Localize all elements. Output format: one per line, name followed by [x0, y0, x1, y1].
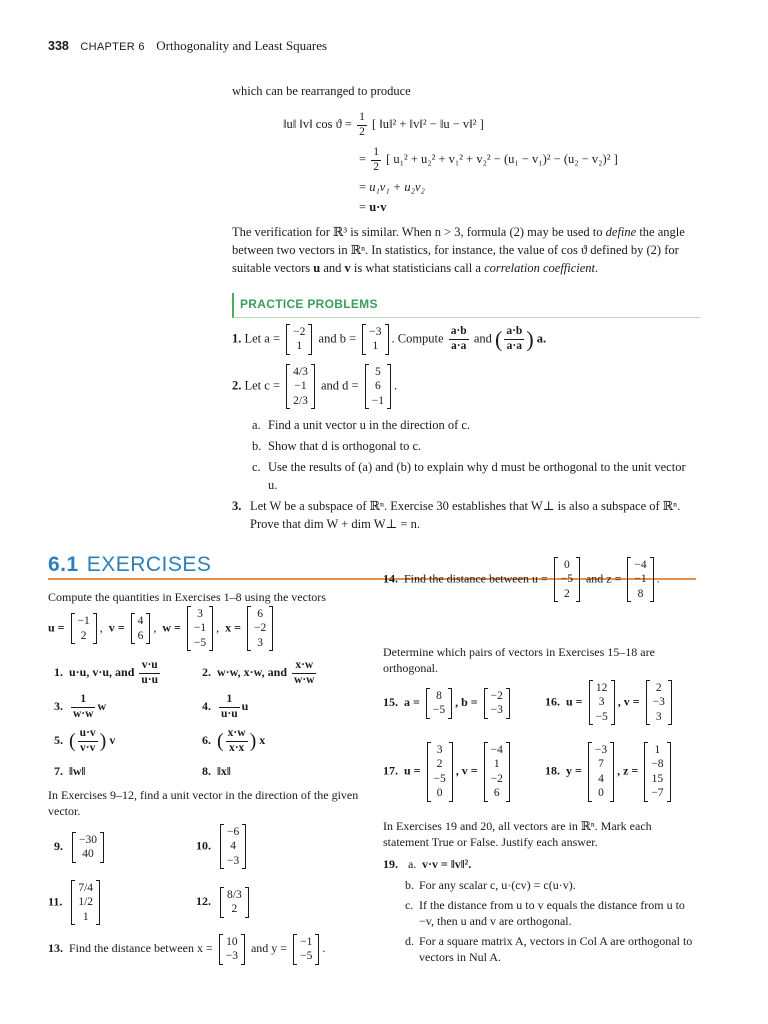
exercise-1: 1. u·u, v·u, and $\frac{v\cdot u}{u\cdot u}$	[54, 659, 159, 686]
exercise-14: 14. Find the distance between u = 0 −5 2 and z = −4 −1 8 .	[383, 557, 660, 602]
exercise-9: 9. −30 40	[54, 832, 107, 863]
vector-c: 4/3 −1 2/3	[286, 364, 315, 409]
instructions-1-8: Compute the quantities in Exercises 1–8 using the vectors	[48, 590, 326, 604]
vector-b: −3 1	[362, 324, 388, 355]
exercise-8: 8. ‖x‖	[202, 764, 231, 778]
intro-line: which can be rearranged to produce	[232, 84, 411, 98]
page-number: 338	[48, 39, 69, 53]
page-header	[48, 38, 327, 54]
practice-problem-2: 2. Let c = 4/3 −1 2/3 and d = 5 6 −1 .	[232, 364, 397, 409]
exercise-4: 4. $\frac{1}{u\cdot u}$ u	[202, 693, 249, 720]
instructions-15-18: Determine which pairs of vectors in Exercises 15–18 are orthogonal.	[383, 645, 655, 675]
derivation-rhs-2: [ u₁² + u₂² + v₁² + v₂² − (u₁ − v₁)² − (u₂ − v₂)² ]	[386, 151, 618, 166]
fraction-ab-aa-2: $\frac{a\cdot b}{a\cdot a}$	[506, 325, 523, 352]
instructions-19-20: In Exercises 19 and 20, all vectors are in ℝⁿ. Mark each statement True or False. Justify each answer.	[383, 819, 652, 849]
vector-a: −2 1	[286, 324, 312, 355]
chapter-title: Orthogonality and Least Squares	[156, 38, 328, 53]
exercise-13: 13. Find the distance between x = 10 −3 and y = −1 −5 .	[48, 934, 325, 965]
exercise-19a: 19. a. v·v = ‖v‖².	[383, 857, 472, 871]
vector-d: 5 6 −1	[365, 364, 391, 409]
derivation-lhs: ‖u‖ ‖v‖ cos ϑ	[283, 116, 342, 131]
fraction-ab-aa: $\frac{a\cdot b}{a\cdot a}$	[450, 325, 467, 352]
exercise-7: 7. ‖w‖	[54, 764, 86, 778]
given-vectors: u = −1 2 , v = 4 6 , w = 3 −1 −5 , x = 6 −2 3	[48, 606, 276, 651]
exercise-2: 2. w·w, x·w, and $\frac{x\cdot w}{w\cdot w}$	[202, 659, 315, 686]
exercise-10: 10. −6 4 −3	[196, 824, 249, 869]
exercise-15: 15. a = 8 −5 , b = −2 −3	[383, 688, 513, 719]
exercise-11: 11. 7/4 1/2 1	[48, 880, 103, 925]
derivation-line-3: = u₁v₁ + u₂v₂	[359, 180, 425, 194]
derivation-line-2: = $\frac{1}{2}$ [ u₁² + u₂² + v₁² + v₂² − (u₁ − v₁)² − (u₂ − v₂)² ]	[359, 146, 618, 173]
derivation-line-1: ‖u‖ ‖v‖ cos ϑ = $\frac{1}{2}$ [ ‖u‖² + ‖v‖² − ‖u − v‖² ]	[283, 111, 484, 138]
practice-heading: PRACTICE PROBLEMS	[240, 297, 378, 311]
practice-2a: a. Find a unit vector u in the direction of c.	[252, 418, 471, 432]
exercise-19c: c. If the distance from u to v equals the distance from u to −v, then u and v are orthogonal.	[405, 898, 685, 928]
exercises-heading: 6.1 EXERCISES	[48, 553, 212, 576]
half-fraction: $\frac{1}{2}$	[359, 111, 365, 138]
derivation-rhs-3: u₁v₁ + u₂v₂	[369, 180, 425, 194]
exercise-3: 3. $\frac{1}{w\cdot w}$ w	[54, 693, 107, 720]
instructions-9-12: In Exercises 9–12, find a unit vector in the direction of the given vector.	[48, 788, 359, 818]
exercise-18: 18. y = −3 7 4 0 , z = 1 −8 15 −7	[545, 742, 674, 802]
exercise-19d: d. For a square matrix A, vectors in Col A are orthogonal to vectors in Nul A.	[405, 934, 693, 964]
derivation-rhs-4: u·v	[369, 200, 387, 214]
derivation-rhs-1: [ ‖u‖² + ‖v‖² − ‖u − v‖² ]	[371, 116, 484, 131]
exercise-19b: b. For any scalar c, u·(cv) = c(u·v).	[405, 878, 576, 892]
practice-2c: c. Use the results of (a) and (b) to explain why d must be orthogonal to the unit vector u.	[252, 460, 686, 492]
half-fraction: $\frac{1}{2}$	[373, 146, 379, 173]
exercise-5: 5. ( $\frac{u\cdot v}{v\cdot v}$ ) v	[54, 727, 116, 754]
chapter-label: CHAPTER 6	[80, 41, 145, 53]
practice-2b: b. Show that d is orthogonal to c.	[252, 439, 422, 453]
practice-problem-3: 3. Let W be a subspace of ℝⁿ. Exercise 30 establishes that W⊥ is also a subspace of ℝⁿ. Prove that dim W + dim W⊥ = n.	[232, 499, 681, 531]
exercise-6: 6. ( $\frac{x\cdot w}{x\cdot x}$ ) x	[202, 727, 266, 754]
practice-problem-1: 1. Let a = −2 1 and b = −3 1 . Compute $\frac{a\cdot b}{a\cdot a}$ and ( $\frac{a\cdot b}{a\cdot a}$ ) a.	[232, 324, 546, 355]
verification-paragraph: The verification for ℝ³ is similar. When n > 3, formula (2) may be used to define the angle between two vectors in ℝⁿ. In statistics, for instance, the value of cos ϑ defined by (2) for suitable vectors u and v is what statisticians call a correlation coefficient.	[232, 225, 685, 275]
exercise-12: 12. 8/3 2	[196, 887, 252, 918]
derivation-line-4: = u·v	[359, 200, 387, 214]
exercise-16: 16. u = 12 3 −5 , v = 2 −3 3	[545, 680, 675, 725]
exercise-17: 17. u = 3 2 −5 0 , v = −4 1 −2 6	[383, 742, 513, 802]
